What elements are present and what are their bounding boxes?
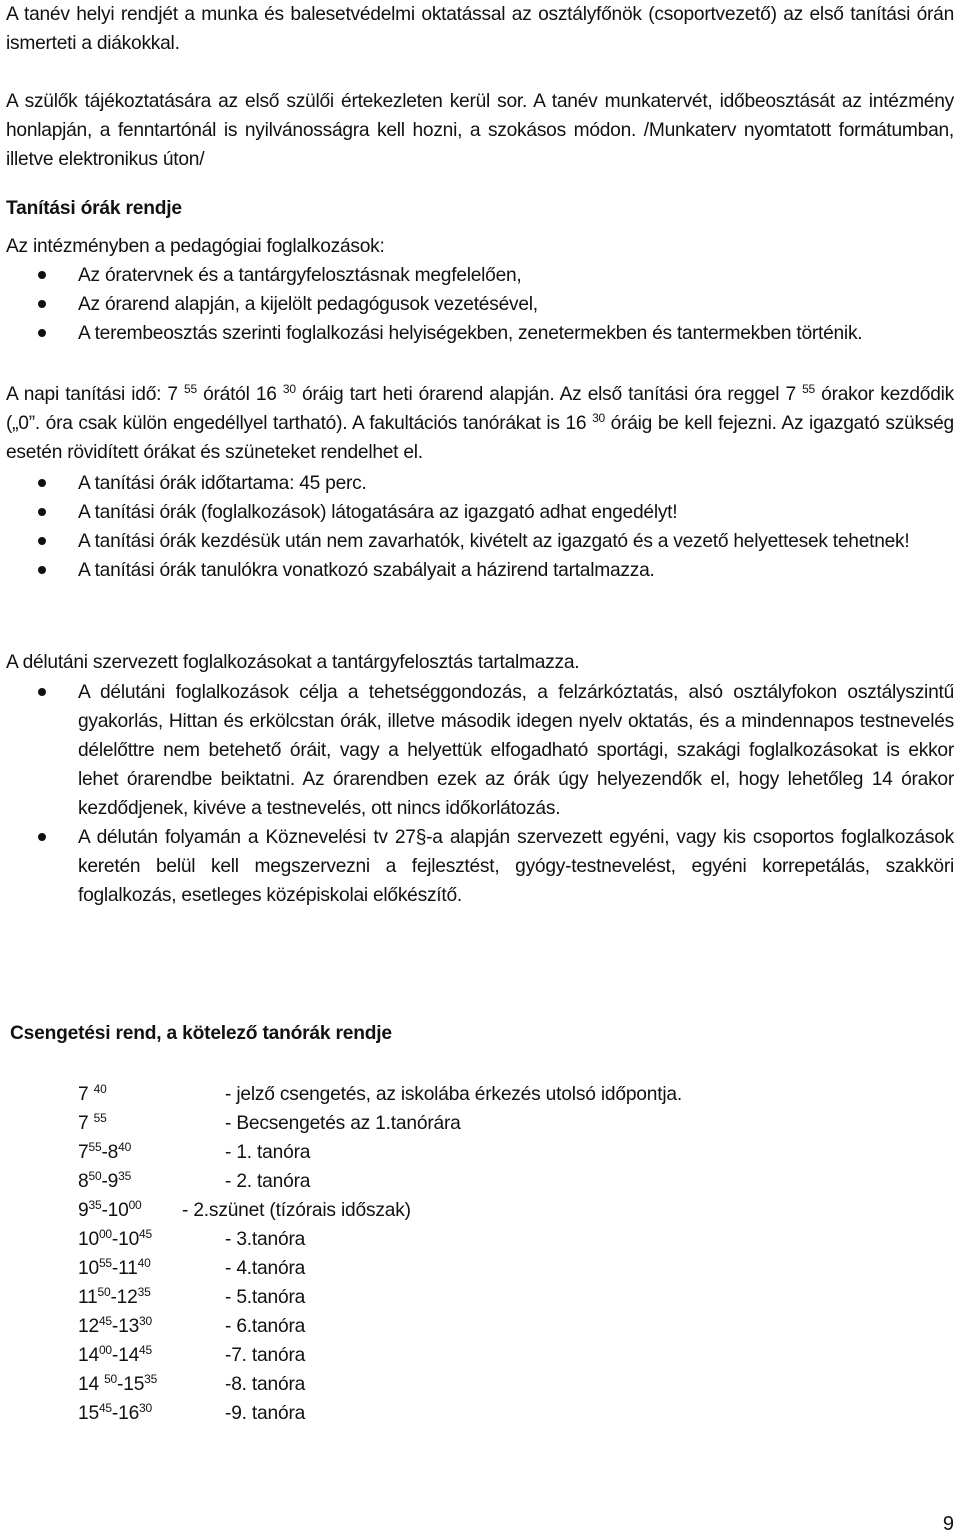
schedule-time: $15^{45}-16^{30}$	[78, 1401, 152, 1424]
page-number: 9	[942, 1513, 954, 1535]
section-heading-lessons: Tanítási órák rendje	[6, 198, 182, 219]
schedule-description: - 1. tanóra	[225, 1142, 311, 1163]
bullet-list-afternoon	[0, 678, 960, 910]
bullet-icon	[38, 479, 46, 487]
schedule-description: - 2. tanóra	[225, 1171, 311, 1192]
list-item: A tanítási órák (foglalkozások) látogatására az igazgató adhat engedélyt!	[0, 498, 960, 527]
bullet-icon	[38, 566, 46, 574]
list-item: A délután folyamán a Köznevelési tv 27§-a alapján szervezett egyéni, vagy kis csoportos foglalkozások keretén belül kell megszervezni a fejlesztést, gyógy-testnevelést, egyéni korrepetálás, szakköri foglalkozás, esetleges középiskolai előkészítő.	[0, 823, 960, 910]
schedule-time: 7 $^{55}$	[78, 1111, 107, 1134]
schedule-description: -8. tanóra	[225, 1374, 306, 1395]
schedule-description: - Becsengetés az 1.tanórára	[225, 1113, 461, 1134]
list-item: A tanítási órák időtartama: 45 perc.	[0, 469, 960, 498]
bullet-icon	[38, 508, 46, 516]
schedule-time: $9^{35}-10^{00}$	[78, 1198, 142, 1221]
schedule-time: 14 $^{50}-15^{35}$	[78, 1372, 158, 1395]
list-item: A terembeosztás szerinti foglalkozási helyiségekben, zenetermekben és tantermekben történik.	[0, 319, 960, 348]
bullet-icon	[38, 300, 46, 308]
list-item: A tanítási órák tanulókra vonatkozó szabályait a házirend tartalmazza.	[0, 556, 960, 585]
afternoon-lead: A délutáni szervezett foglalkozásokat a tantárgyfelosztás tartalmazza.	[6, 652, 580, 673]
schedule-description: - 5.tanóra	[225, 1287, 306, 1308]
schedule-description: - 3.tanóra	[225, 1229, 306, 1250]
daily-schedule-paragraph: A napi tanítási idő: 7 $^{55}$ órától 16 $^{30}$ óráig tart heti órarend alapján. Az első tanítási óra reggel 7 $^{55}$ órakor kezdődik („0”. óra csak külön engedéllyel tartható). A fakultációs tanórákat is 16 $^{30}$ óráig be kell fejezni. Az igazgató szükség esetén rövidített órákat és szüneteket rendelhet el.	[6, 382, 955, 463]
schedule-description: -7. tanóra	[225, 1345, 306, 1366]
schedule-description: - 6.tanóra	[225, 1316, 306, 1337]
schedule-time: 7 $^{40}$	[78, 1082, 107, 1105]
schedule-time: $8^{50}-9^{35}$	[78, 1169, 132, 1192]
bullet-icon	[38, 329, 46, 337]
list-item: Az órarend alapján, a kijelölt pedagógusok vezetésével,	[0, 290, 960, 319]
schedule-time: $10^{00}-10^{45}$	[78, 1227, 152, 1250]
section-heading-bell-schedule: Csengetési rend, a kötelező tanórák rendje	[10, 1023, 392, 1044]
list-item: A tanítási órák kezdésük után nem zavarhatók, kivételt az igazgató és a vezető helyettesek tehetnek!	[0, 527, 960, 556]
bullet-icon	[38, 688, 46, 696]
bullet-icon	[38, 537, 46, 545]
bullet-list-rules	[0, 469, 960, 585]
bullet-list-activities	[0, 261, 960, 348]
schedule-description: - 2.szünet (tízórais időszak)	[182, 1200, 411, 1221]
list-item: A délutáni foglalkozások célja a tehetséggondozás, a felzárkóztatás, alsó osztályfokon osztályszintű gyakorlás, Hittan és erkölcstan órák, illetve második idegen nyelv oktatás, és a mindennapos testnevelés délelőttre nem betehető óráit, vagy a helyettük elfogadható sportági, szakági foglalkozásokat is ekkor lehet órarendbe beiktatni. Az órarendben ezek az órák úgy helyezendők el, hogy lehetőleg 14 órakor kezdődjenek, kivéve a testnevelés, ott nincs időkorlátozás.	[0, 678, 960, 823]
schedule-time: $7^{55}-8^{40}$	[78, 1140, 132, 1163]
list-item: Az óratervnek és a tantárgyfelosztásnak megfelelően,	[0, 261, 960, 290]
schedule-description: -9. tanóra	[225, 1403, 306, 1424]
schedule-time: $12^{45}-13^{30}$	[78, 1314, 152, 1337]
bullet-icon	[38, 833, 46, 841]
bullet-icon	[38, 271, 46, 279]
schedule-time: $14^{00}-14^{45}$	[78, 1343, 152, 1366]
schedule-time: $11^{50}-12^{35}$	[78, 1285, 151, 1308]
schedule-description: - 4.tanóra	[225, 1258, 306, 1279]
section-lead: Az intézményben a pedagógiai foglalkozások:	[6, 236, 385, 257]
schedule-time: $10^{55}-11^{40}$	[78, 1256, 151, 1279]
intro-paragraph-1: A tanév helyi rendjét a munka és balesetvédelmi oktatással az osztályfőnök (csoportvezető) az első tanítási órán ismerteti a diákokkal.	[6, 4, 954, 54]
schedule-description: - jelző csengetés, az iskolába érkezés utolsó időpontja.	[225, 1084, 683, 1105]
intro-paragraph-2: A szülők tájékoztatására az első szülői értekezleten kerül sor. A tanév munkatervét, időbeosztását az intézmény honlapján, a fenntartónál is nyilvánosságra kell hozni, a szokásos módon. /Munkaterv nyomtatott formátumban, illetve elektronikus úton/	[6, 91, 954, 170]
